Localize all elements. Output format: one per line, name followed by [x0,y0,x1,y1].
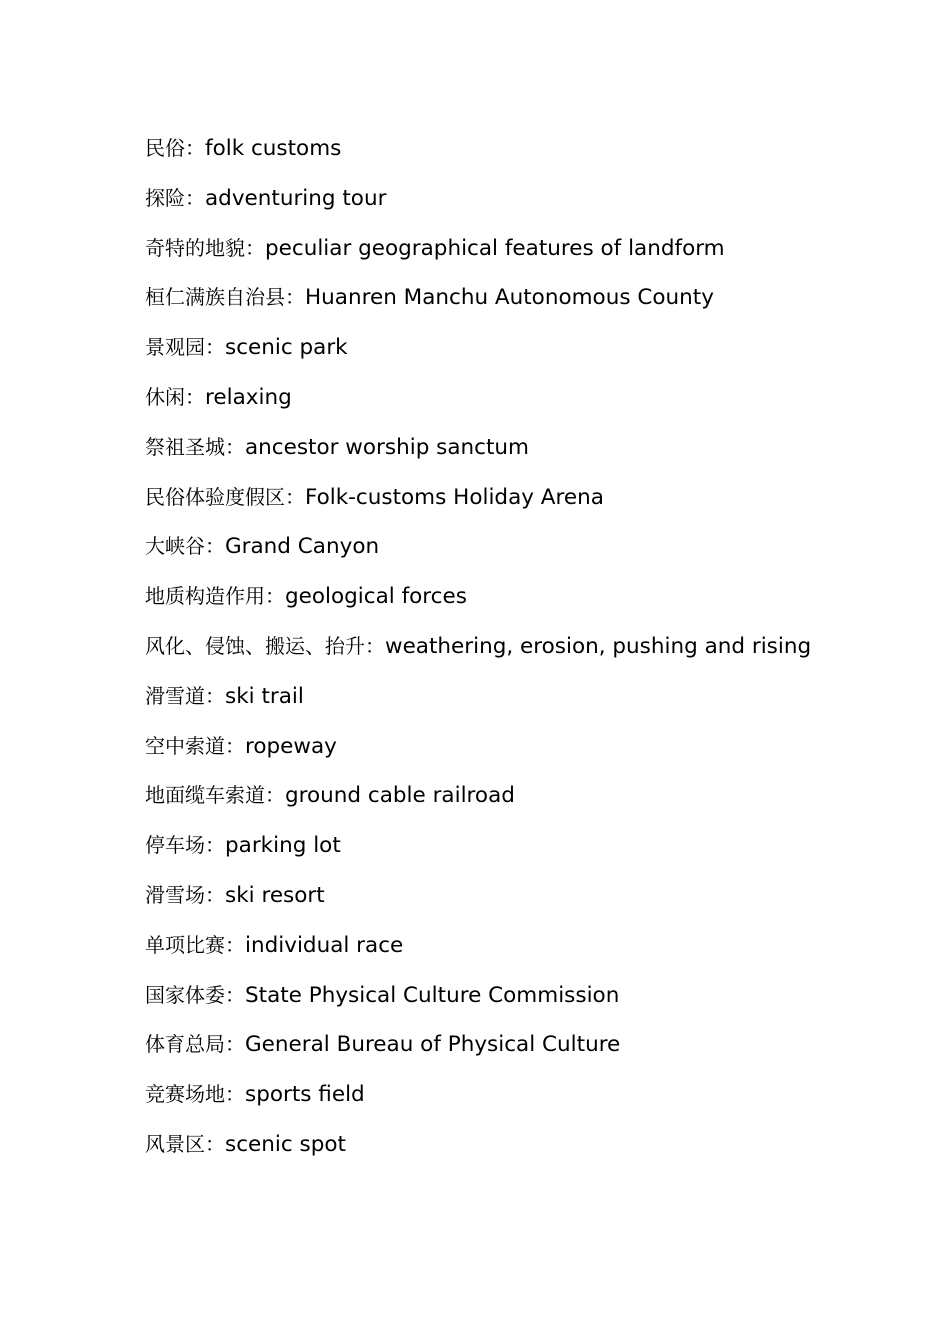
english-term: ski resort [225,882,325,908]
english-term: Grand Canyon [225,534,380,560]
glossary-entry [145,672,825,722]
english-term: sports field [245,1082,365,1108]
chinese-term: 地面缆车索道： [145,783,285,808]
chinese-term: 单项比赛： [145,932,245,957]
chinese-term: 体育总局： [145,1032,245,1057]
chinese-term: 风化、侵蚀、搬运、抬升： [145,633,385,658]
chinese-term: 地质构造作用： [145,584,285,609]
chinese-term: 滑雪场： [145,882,225,907]
glossary-entry [145,124,825,174]
chinese-term: 探险： [145,185,205,210]
chinese-term: 祭祖圣城： [145,434,245,459]
glossary-list [145,124,825,1170]
glossary-entry [145,373,825,423]
chinese-term: 风景区： [145,1131,225,1156]
english-term: parking lot [225,833,341,859]
glossary-entry [145,423,825,473]
chinese-term: 休闲： [145,384,205,409]
glossary-entry [145,921,825,971]
english-term: geological forces [285,584,467,610]
english-term: ropeway [245,733,337,759]
english-term: Folk-customs Holiday Arena [305,484,604,510]
glossary-entry [145,871,825,921]
glossary-entry [145,522,825,572]
english-term: peculiar geographical features of landform [265,235,725,261]
english-term: Huanren Manchu Autonomous County [305,285,714,311]
chinese-term: 民俗体验度假区： [145,484,305,509]
glossary-entry [145,1020,825,1070]
glossary-entry [145,622,825,672]
chinese-term: 奇特的地貌： [145,235,265,260]
english-term: weathering, erosion, pushing and rising [385,633,812,659]
glossary-entry [145,821,825,871]
glossary-entry [145,1070,825,1120]
english-term: relaxing [205,384,292,410]
glossary-entry [145,722,825,772]
glossary-entry [145,771,825,821]
glossary-entry [145,473,825,523]
glossary-entry [145,572,825,622]
english-term: ski trail [225,683,304,709]
chinese-term: 景观园： [145,335,225,360]
english-term: folk customs [205,136,342,161]
english-term: individual race [245,932,404,958]
glossary-entry [145,1120,825,1170]
glossary-entry [145,323,825,373]
chinese-term: 滑雪道： [145,683,225,708]
glossary-entry [145,971,825,1021]
glossary-entry [145,273,825,323]
english-term: ancestor worship sanctum [245,434,529,460]
chinese-term: 停车场： [145,833,225,858]
chinese-term: 大峡谷： [145,534,225,559]
english-term: ground cable railroad [285,783,515,809]
english-term: General Bureau of Physical Culture [245,1032,621,1058]
chinese-term: 桓仁满族自治县： [145,285,305,310]
glossary-entry [145,174,825,224]
english-term: State Physical Culture Commission [245,982,620,1008]
chinese-term: 民俗： [145,136,205,160]
english-term: scenic park [225,335,348,361]
glossary-entry [145,224,825,274]
english-term: adventuring tour [205,185,387,211]
english-term: scenic spot [225,1131,346,1157]
chinese-term: 竞赛场地： [145,1082,245,1107]
chinese-term: 空中索道： [145,733,245,758]
chinese-term: 国家体委： [145,982,245,1007]
